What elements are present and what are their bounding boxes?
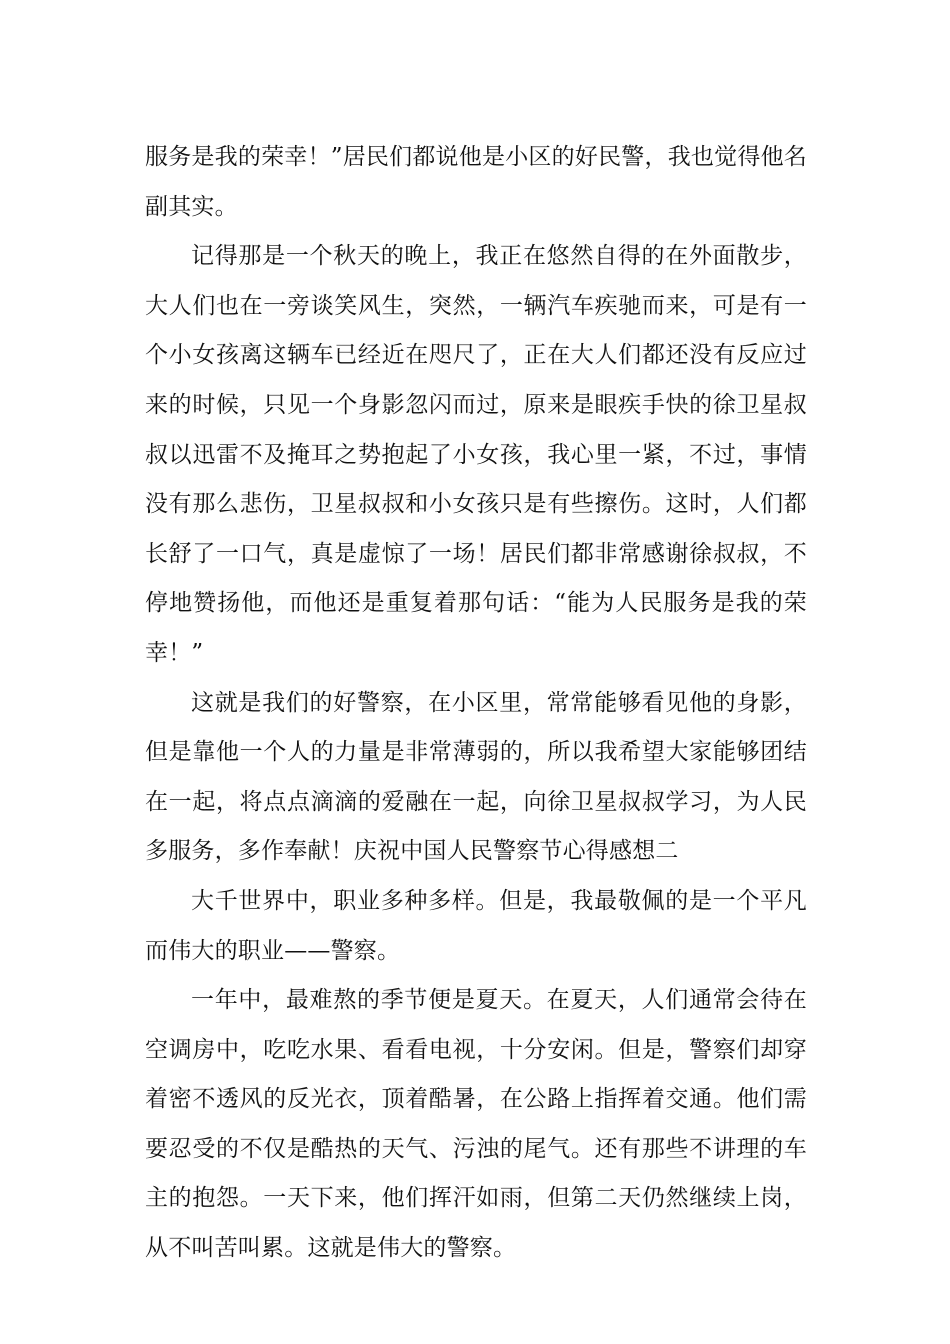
paragraph-4: 大千世界中，职业多种多样。但是，我最敬佩的是一个平凡而伟大的职业——警察。 bbox=[145, 887, 807, 964]
paragraph-2: 记得那是一个秋天的晚上，我正在悠然自得的在外面散步，大人们也在一旁谈笑风生，突然，一辆汽车疾驰而来，可是有一个小女孩离这辆车已经近在咫尺了，正在大人们都还没有反应过来的时候，只见一个身影忽闪而过，原来是眼疾手快的徐卫星叔叔以迅雷不及掩耳之势抱起了小女孩，我心里一紧，不过，事情没有那么悲伤，卫星叔叔和小女孩只是有些擦伤。这时，人们都长舒了一口气，真是虚惊了一场！居民们都非常感谢徐叔叔，不停地赞扬他，而他还是重复着那句话：“能为人民服务是我的荣幸！” bbox=[145, 243, 807, 666]
paragraph-3: 这就是我们的好警察，在小区里，常常能够看见他的身影，但是靠他一个人的力量是非常薄弱的，所以我希望大家能够团结在一起，将点点滴滴的爱融在一起，向徐卫星叔叔学习，为人民多服务，多作奉献！庆祝中国人民警察节心得感想二 bbox=[145, 689, 807, 865]
paragraph-5: 一年中，最难熬的季节便是夏天。在夏天，人们通常会待在空调房中，吃吃水果、看看电视，十分安闲。但是，警察们却穿着密不透风的反光衣，顶着酷暑，在公路上指挥着交通。他们需要忍受的不仅是酷热的天气、污浊的尾气。还有那些不讲理的车主的抱怨。一天下来，他们挥汗如雨，但第二天仍然继续上岗，从不叫苦叫累。这就是伟大的警察。 bbox=[145, 987, 807, 1262]
document-body bbox=[145, 133, 807, 1274]
paragraph-1: 服务是我的荣幸！”居民们都说他是小区的好民警，我也觉得他名副其实。 bbox=[145, 144, 807, 220]
